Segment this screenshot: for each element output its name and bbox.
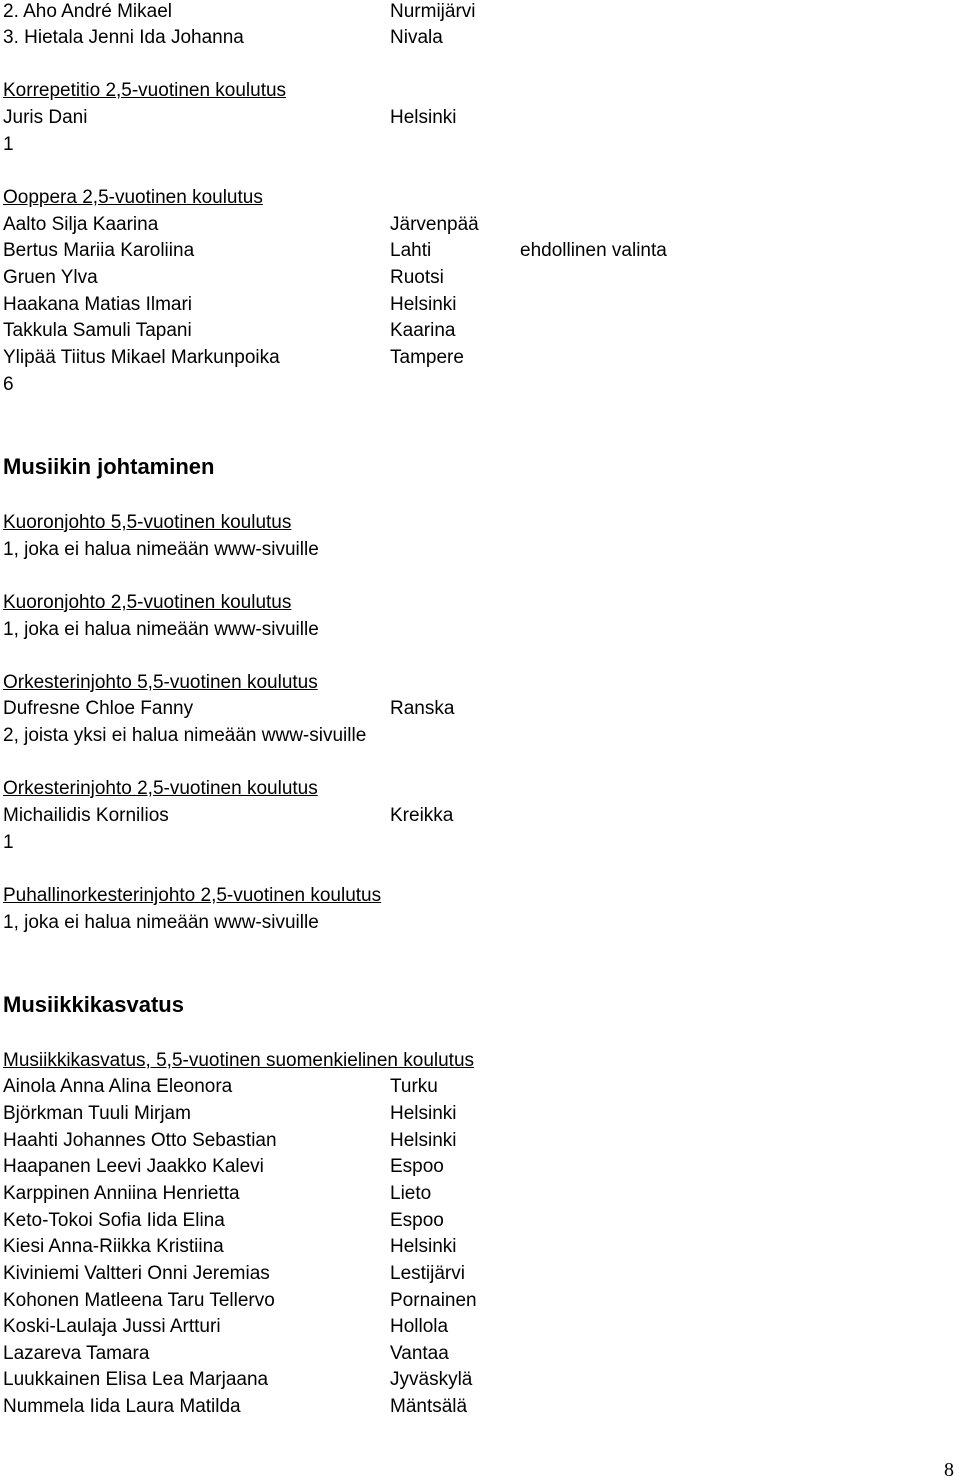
student-name: 3. Hietala Jenni Ida Johanna — [3, 27, 244, 48]
student-name: 2. Aho André Mikael — [3, 1, 172, 22]
student-city: Espoo — [390, 1156, 444, 1177]
student-city: Järvenpää — [390, 214, 479, 235]
student-name: Ainola Anna Alina Eleonora — [3, 1076, 233, 1097]
student-name: Michailidis Kornilios — [3, 805, 169, 826]
student-name: Kiviniemi Valtteri Onni Jeremias — [3, 1263, 270, 1284]
student-name: Björkman Tuuli Mirjam — [3, 1103, 191, 1124]
student-city: Lahti — [390, 240, 432, 261]
student-note: ehdollinen valinta — [520, 240, 667, 261]
student-count: 1 — [3, 134, 14, 155]
student-name: Haapanen Leevi Jaakko Kalevi — [3, 1156, 264, 1177]
student-city: Nivala — [390, 27, 443, 48]
student-name: Lazareva Tamara — [3, 1343, 150, 1364]
student-city: Jyväskylä — [390, 1369, 473, 1390]
section-heading: Musiikkikasvatus — [3, 992, 184, 1017]
student-name: Keto-Tokoi Sofia Iida Elina — [3, 1210, 225, 1231]
student-city: Vantaa — [390, 1343, 449, 1364]
section-subtitle: Musiikkikasvatus, 5,5-vuotinen suomenkielinen koulutus — [3, 1050, 475, 1071]
section-subtitle: Kuoronjohto 5,5-vuotinen koulutus — [3, 512, 292, 533]
student-name: Gruen Ylva — [3, 267, 98, 288]
student-city: Tampere — [390, 347, 464, 368]
student-city: Ranska — [390, 698, 455, 719]
student-name: Haakana Matias Ilmari — [3, 294, 193, 315]
section-subtitle: Korrepetitio 2,5-vuotinen koulutus — [3, 80, 287, 101]
student-city: Ruotsi — [390, 267, 444, 288]
section-subtitle: Orkesterinjohto 5,5-vuotinen koulutus — [3, 672, 318, 693]
student-city: Pornainen — [390, 1290, 477, 1311]
student-name: Kiesi Anna-Riikka Kristiina — [3, 1236, 224, 1257]
student-name: Juris Dani — [3, 107, 88, 128]
student-name: Kohonen Matleena Taru Tellervo — [3, 1290, 275, 1311]
student-name: Nummela Iida Laura Matilda — [3, 1396, 241, 1417]
section-heading: Musiikin johtaminen — [3, 454, 215, 479]
student-name: Haahti Johannes Otto Sebastian — [3, 1130, 277, 1151]
student-count: 1 — [3, 832, 14, 853]
count-note: 2, joista yksi ei halua nimeään www-sivuille — [3, 725, 367, 746]
student-city: Mäntsälä — [390, 1396, 468, 1417]
count-note: 1, joka ei halua nimeään www-sivuille — [3, 619, 319, 640]
section-subtitle: Ooppera 2,5-vuotinen koulutus — [3, 187, 263, 208]
student-city: Kreikka — [390, 805, 454, 826]
student-city: Turku — [390, 1076, 438, 1097]
student-city: Lestijärvi — [390, 1263, 465, 1284]
count-note: 1, joka ei halua nimeään www-sivuille — [3, 912, 319, 933]
student-name: Takkula Samuli Tapani — [3, 320, 192, 341]
student-city: Espoo — [390, 1210, 444, 1231]
student-city: Kaarina — [390, 320, 456, 341]
student-city: Helsinki — [390, 294, 457, 315]
student-name: Ylipää Tiitus Mikael Markunpoika — [3, 347, 280, 368]
section-subtitle: Kuoronjohto 2,5-vuotinen koulutus — [3, 592, 292, 613]
student-city: Helsinki — [390, 1103, 457, 1124]
student-city: Hollola — [390, 1316, 449, 1337]
student-name: Aalto Silja Kaarina — [3, 214, 159, 235]
student-name: Dufresne Chloe Fanny — [3, 698, 194, 719]
student-name: Koski-Laulaja Jussi Artturi — [3, 1316, 221, 1337]
student-city: Lieto — [390, 1183, 432, 1204]
student-city: Nurmijärvi — [390, 1, 476, 22]
student-name: Bertus Mariia Karoliina — [3, 240, 195, 261]
student-count: 6 — [3, 374, 14, 395]
student-city: Helsinki — [390, 107, 457, 128]
student-city: Helsinki — [390, 1236, 457, 1257]
section-subtitle: Orkesterinjohto 2,5-vuotinen koulutus — [3, 778, 318, 799]
count-note: 1, joka ei halua nimeään www-sivuille — [3, 539, 319, 560]
page-number: 8 — [944, 1459, 954, 1481]
student-name: Karppinen Anniina Henrietta — [3, 1183, 240, 1204]
section-subtitle: Puhallinorkesterinjohto 2,5-vuotinen koulutus — [3, 885, 382, 906]
student-city: Helsinki — [390, 1130, 457, 1151]
student-name: Luukkainen Elisa Lea Marjaana — [3, 1369, 269, 1390]
